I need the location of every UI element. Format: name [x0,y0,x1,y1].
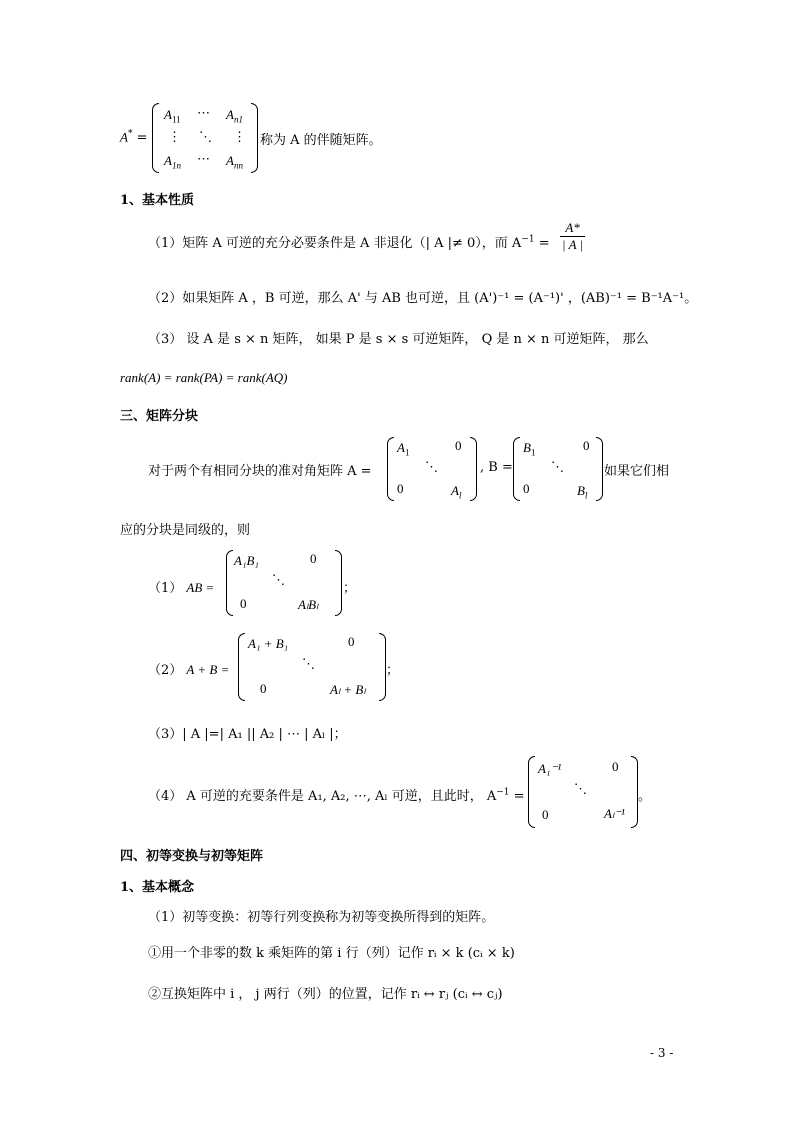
adjugate-matrix: $A_{11}$ ⋯ $A_{n1}$ ⋮ ⋱ ⋮ $A_{1n}$ ⋯ $A_{nn}$ [152,103,258,173]
concept-1: （1）初等变换：初等行列变换称为初等变换所得到的矩阵。 [148,910,495,925]
property-1: （1）矩阵 A 可逆的充分必要条件是 A 非退化（| A |≠ 0），而 $A^{-1}$ = [148,234,550,251]
matrix-AB: A₁B₁ 0 ⋱ 0 AₗBₗ [226,550,342,616]
block-continuation: 应的分块是同级的，则 [120,523,251,538]
property-2: （2）如果矩阵 A ，B 可逆，那么 A' 与 AB 也可逆，且 (A')⁻¹ = (A⁻¹)' ，(AB)⁻¹ = B⁻¹A⁻¹。 [148,291,698,306]
block-tail: 如果它们相 [604,464,670,479]
matrix-A-plus-B: A₁ + B₁ 0 ⋱ 0 Aₗ + Bₗ [238,633,386,701]
block-inverse: （4） A 可逆的充要条件是 A₁, A₂, ⋯, Aₗ 可逆，且此时， $A^{-1}$ = [148,787,525,804]
matrix-B-blockdiag: $B_1$ 0 ⋱ 0 $B_l$ [513,437,603,501]
block-comma: , B = [480,460,513,475]
block-sum: （2） A + B = [148,662,230,678]
concept-row-scale: ①用一个非零的数 k 乘矩阵的第 i 行（列）记作 rᵢ × k (cᵢ × k) [148,946,515,961]
adjugate-caption: 称为 A 的伴随矩阵。 [260,133,382,148]
matrix-A-blockdiag: $A_1$ 0 ⋱ 0 $A_l$ [387,437,477,501]
block-inverse-end: 。 [638,789,652,804]
property-1-fraction: $\frac{A*}{| A |}$ [562,220,584,252]
section-basic-concepts: 1、基本概念 [120,880,195,895]
page-number: - 3 - [650,1046,674,1060]
matrix-A-inverse: A₁⁻¹ 0 ⋱ 0 Aₗ⁻¹ [528,756,638,828]
property-3-rank: rank(A) = rank(PA) = rank(AQ) [120,370,288,385]
block-lead: 对于两个有相同分块的准对角矩阵 A = [148,464,372,479]
adjugate-lhs: A* = [120,129,148,146]
section-basic-properties: 1、基本性质 [120,193,195,208]
property-3: （3） 设 A 是 s × n 矩阵， 如果 P 是 s × s 可逆矩阵， Q 是 n × n 可逆矩阵， 那么 [148,332,649,347]
section-elementary: 四、初等变换与初等矩阵 [120,849,264,864]
block-product-end: ； [343,581,357,596]
block-sum-end: ； [386,663,400,678]
concept-row-swap: ②互换矩阵中 i ， j 两行（列）的位置，记作 rᵢ ↔ rⱼ (cᵢ ↔ cⱼ) [148,987,503,1002]
section-block-matrix: 三、矩阵分块 [120,409,199,424]
block-product: （1） AB = [148,580,215,596]
block-determinant: （3）| A |=| A₁ || A₂ | ⋯ | Aₗ |； [148,727,347,742]
